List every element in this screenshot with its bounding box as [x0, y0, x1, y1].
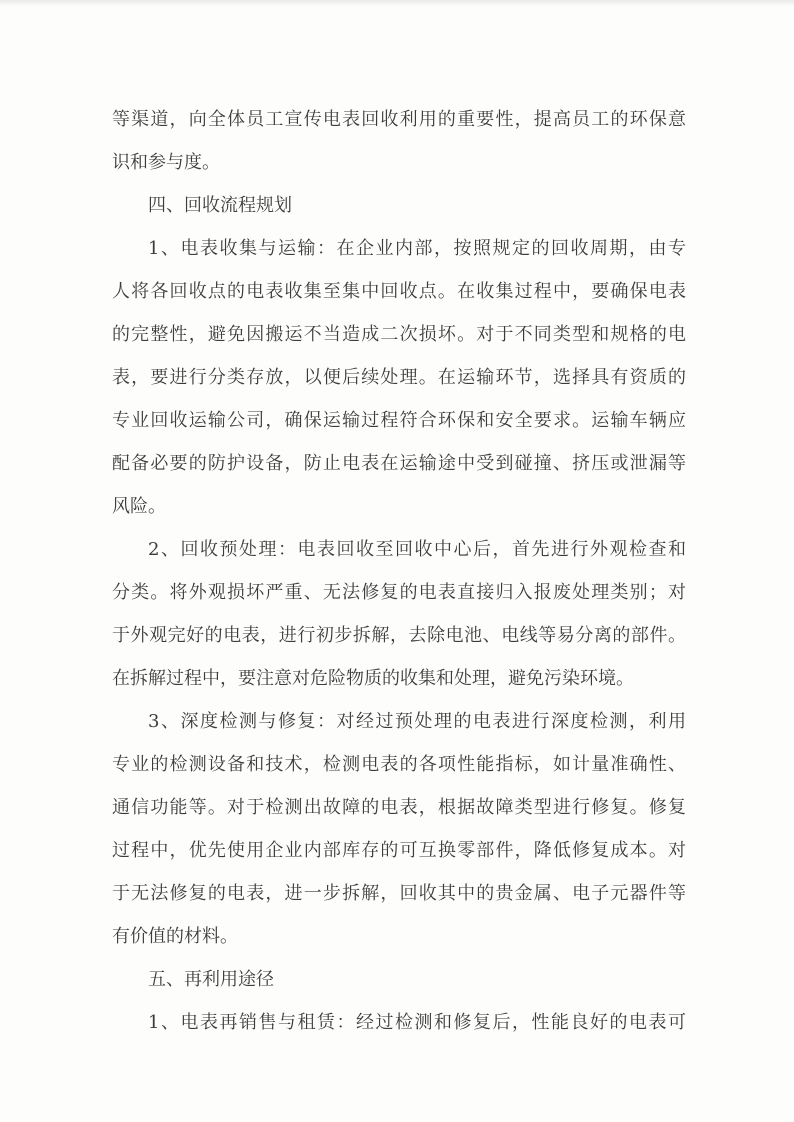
text-line: 专业回收运输公司，确保运输过程符合环保和安全要求。运输车辆应 — [112, 410, 686, 431]
text-line: 过程中，优先使用企业内部库存的可互换零部件，降低修复成本。对 — [112, 840, 686, 861]
text-line: 3、深度检测与修复：对经过预处理的电表进行深度检测，利用 — [148, 711, 686, 732]
text-line: 的完整性，避免因搬运不当造成二次损坏。对于不同类型和规格的电 — [112, 324, 686, 345]
text-line: 1、电表再销售与租赁：经过检测和修复后，性能良好的电表可 — [148, 1012, 686, 1033]
text-line: 专业的检测设备和技术，检测电表的各项性能指标，如计量准确性、 — [112, 754, 686, 775]
text-line: 通信功能等。对于检测出故障的电表，根据故障类型进行修复。修复 — [112, 797, 686, 818]
text-line: 等渠道，向全体员工宣传电表回收利用的重要性，提高员工的环保意 — [112, 109, 686, 130]
text-line: 识和参与度。 — [112, 152, 220, 173]
text-line: 分类。将外观损坏严重、无法修复的电表直接归入报废处理类别；对 — [112, 582, 686, 603]
text-line: 四、回收流程规划 — [148, 195, 292, 216]
text-line: 1、电表收集与运输：在企业内部，按照规定的回收周期，由专 — [148, 238, 686, 259]
text-line: 2、回收预处理：电表回收至回收中心后，首先进行外观检查和 — [148, 539, 686, 560]
text-line: 人将各回收点的电表收集至集中回收点。在收集过程中，要确保电表 — [112, 281, 686, 302]
text-line: 五、再利用途径 — [148, 969, 274, 990]
text-line: 于外观完好的电表，进行初步拆解，去除电池、电线等易分离的部件。 — [112, 625, 686, 646]
text-line: 有价值的材料。 — [112, 926, 238, 947]
text-line: 配备必要的防护设备，防止电表在运输途中受到碰撞、挤压或泄漏等 — [112, 453, 686, 474]
text-line: 于无法修复的电表，进一步拆解，回收其中的贵金属、电子元器件等 — [112, 883, 686, 904]
text-line: 风险。 — [112, 496, 166, 517]
text-line: 表，要进行分类存放，以便后续处理。在运输环节，选择具有资质的 — [112, 367, 686, 388]
body-text — [112, 98, 686, 1044]
scan-top-edge — [0, 0, 794, 6]
text-line: 在拆解过程中，要注意对危险物质的收集和处理，避免污染环境。 — [112, 668, 634, 689]
